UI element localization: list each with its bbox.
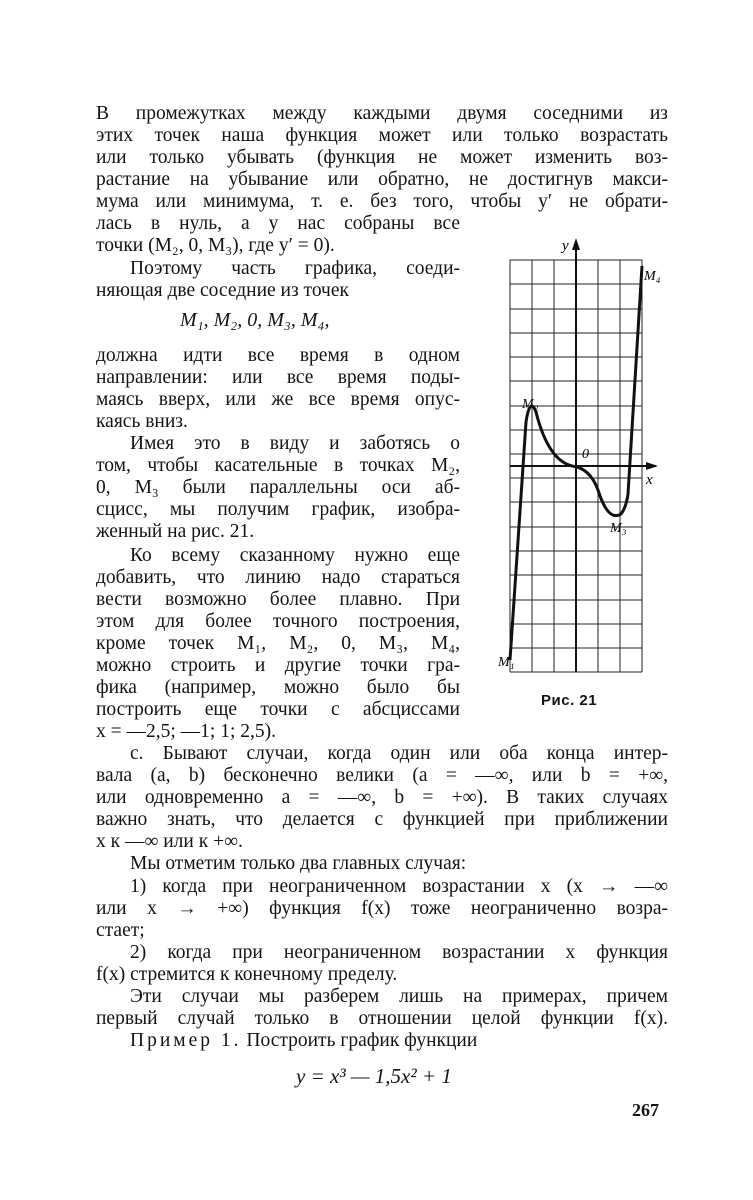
- text-line: этих точек наша функция может или только возрастать: [96, 125, 668, 146]
- text-line: вести возможно более плавно. При: [96, 589, 460, 610]
- text-line: x к —∞ или к +∞.: [96, 831, 243, 852]
- formula-points: M₁, M₂, 0, M₃, M₄,: [180, 309, 330, 331]
- text-line: сцисс, мы получим график, изобра-: [96, 499, 460, 520]
- label-origin: 0: [582, 447, 589, 462]
- text-line: Эти случаи мы разберем лишь на примерах, причем: [130, 986, 668, 1007]
- example-text: Построить график функции: [246, 1030, 478, 1051]
- text-line: Поэтому часть графика, соеди-: [130, 258, 460, 279]
- y-axis-arrow-icon: [572, 238, 580, 250]
- text-line: должна идти все время в одном: [96, 345, 460, 366]
- text-line: первый случай только в отношении целой функции f(x).: [96, 1008, 668, 1029]
- text-line: f(x) стремится к конечному пределу.: [96, 964, 398, 985]
- text-line: важно знать, что делается с функцией при приближении: [96, 809, 668, 830]
- label-m2: M₂: [522, 397, 539, 412]
- text-line: растание на убывание или обратно, не достигнув макси-: [96, 169, 668, 190]
- text-line: лась в нуль, а у нас собраны все: [96, 213, 460, 234]
- text-line: том, чтобы касательные в точках M₂,: [96, 455, 460, 476]
- text-line: 1) когда при неограниченном возрастании x (x → —∞: [130, 876, 668, 897]
- text-line: 0, M₃ были параллельны оси аб-: [96, 477, 460, 498]
- example-heading: [130, 1030, 477, 1052]
- x-axis-arrow-icon: [646, 462, 658, 470]
- text-line: или только убывать (функция не может изменить воз-: [96, 147, 668, 168]
- example-label: Пример 1.: [130, 1030, 242, 1051]
- text-line: женный на рис. 21.: [96, 521, 255, 542]
- text-line: или одновременно a = —∞, b = +∞). В таких случаях: [96, 787, 668, 808]
- text-line: направлении: или все время поды-: [96, 367, 460, 388]
- text-line: x = —2,5; —1; 1; 2,5).: [96, 721, 276, 742]
- text-line: Имея это в виду и заботясь о: [130, 433, 460, 454]
- text-line: можно строить и другие точки гра-: [96, 655, 460, 676]
- text-line: фика (например, можно было бы: [96, 677, 460, 698]
- label-m3: M₃: [610, 521, 627, 536]
- label-m4: M₄: [644, 269, 661, 284]
- text-line: этом для более точного построения,: [96, 611, 460, 632]
- text-line: мума или минимума, т. е. без того, чтобы y′ не обрати-: [96, 191, 668, 212]
- text-line: каясь вниз.: [96, 411, 188, 432]
- figure-21: [486, 236, 666, 686]
- text-line: Ко всему сказанному нужно еще: [130, 545, 460, 566]
- text-line: с. Бывают случаи, когда один или оба конца интер-: [130, 743, 668, 764]
- text-line: стает;: [96, 920, 145, 941]
- text-line: добавить, что линию надо стараться: [96, 567, 460, 588]
- text-line: точки (M₂, 0, M₃), где y′ = 0).: [96, 235, 335, 256]
- text-line: или x → +∞) функция f(x) тоже неограниченно возра-: [96, 898, 668, 919]
- label-m1: M₁: [498, 655, 515, 670]
- page-number: 267: [632, 1100, 659, 1120]
- label-y-axis: y: [562, 238, 569, 254]
- text-line: вала (a, b) бесконечно велики (a = —∞, или b = +∞,: [96, 765, 668, 786]
- label-x-axis: x: [646, 472, 653, 488]
- text-line: построить еще точки с абсциссами: [96, 699, 460, 720]
- text-line: кроме точек M₁, M₂, 0, M₃, M₄,: [96, 633, 460, 654]
- text-line: 2) когда при неограниченном возрастании x функция: [130, 942, 668, 963]
- text-line: Мы отметим только два главных случая:: [130, 853, 467, 874]
- text-line: няющая две соседние из точек: [96, 280, 349, 301]
- figure-caption: Рис. 21: [541, 692, 598, 709]
- text-line: маясь вверх, или же все время опус-: [96, 389, 460, 410]
- formula-main: y = x³ — 1,5x² + 1: [296, 1064, 452, 1088]
- text-line: В промежутках между каждыми двумя соседними из: [96, 103, 668, 124]
